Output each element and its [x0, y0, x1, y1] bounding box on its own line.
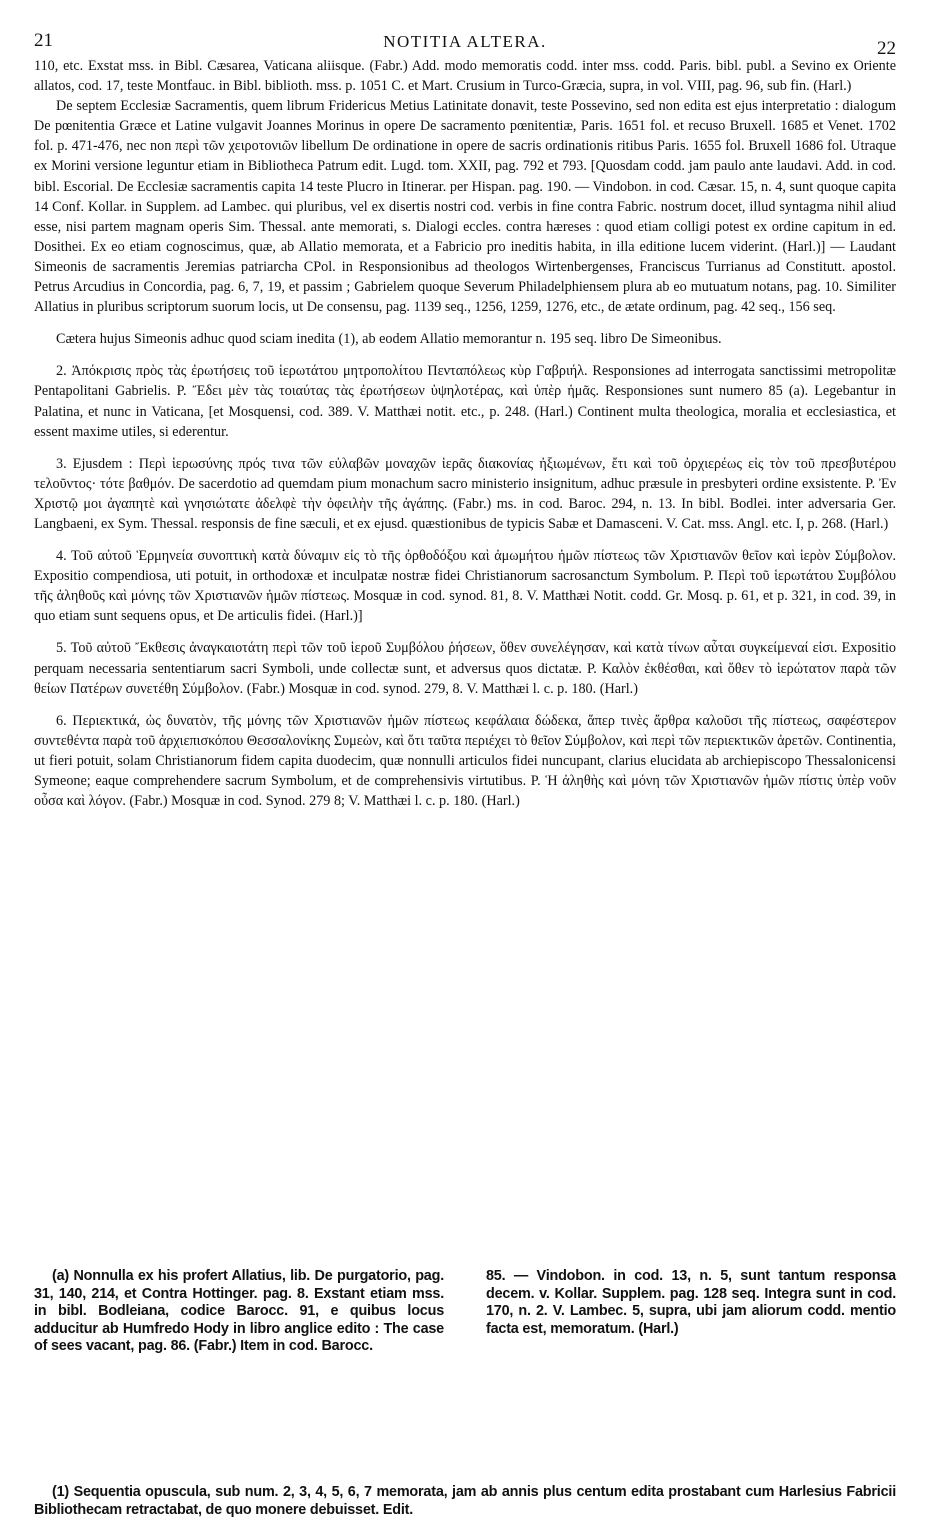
paragraph-cetera: Cætera hujus Simeonis adhuc quod sciam inedita (1), ab eodem Allatio memorantur n. 195 seq. libro De Simeonibus. [56, 331, 722, 348]
paragraph-sacramentis: De septem Ecclesiæ Sacramentis, quem librum Fridericus Metius Latinitate donavit, teste Possevino, sed non edita est ejus interpretatio : dialogum De pœnitentia Græce et Latine vulgavit Joannes Morinus in opere De sacramento pœnitentiæ, Paris. 1651 fol. et recuso Bruxell. 1685 et Venet. 1702 fol. p. 471-476, nec non περὶ τῶν χειροτονιῶν libellum De ordinatione in opere de sacris ordinationis ritibus Paris. 1655 fol. Bruxell 1686 fol. Utraque ex Morini versione leguntur etiam in Bibliotheca Patrum edit. Lugd. tom. XXII, pag. 792 et 793. [Quosdam codd. jam paulo ante laudavi. Add. in cod. bibl. Escorial. De Ecclesiæ sacramentis capita 14 teste Plucro in Itinerar. per Hispan. pag. 190. — Vindobon. in cod. Cæsar. 15, n. 4, sunt quoque capita 14 Conf. Kollar. in Supplem. ad Lambec. qui pluribus, vel ex disertis nostri cod. verbis in fine contra Fabric. nostrum docet, illud syntagma nihil aliud esse, nisi partem magnam operis Sim. Thessal. ante memorati, s. Dialogi eccles. contra hæreses : quod etiam colligi potest ex ordine capitum in ed. Dosithei. Ex eo etiam cognoscimus, quæ, ab Allatio memorata, et a Fabricio pro ineditis habita, in illa editione lucem viderint. (Harl.)] — Laudant Simeonis de sacramentis Jeremias patriarcha CPol. in Responsionibus ad theologos Wirtenbergenses, Franciscus Turrianus ad Constitutt. apostol. Petrus Arcudius in Concordia, pag. 6, 7, 19, et passim ; Gabrielem quoque Severum Philadelphiensem plura ab eo mutuatum notans, pag. 10. Similiter Allatius in pluribus scriptorum suorum locis, ut De consensu, pag. 1139 seq., 1256, 1259, 1276, etc., de ætate ordinum, pag. 42 seq., 156 seq. [34, 98, 896, 316]
footnote-right-column [486, 1268, 896, 1356]
footnote-a-continued: 85. — Vindobon. in cod. 13, n. 5, sunt tantum responsa decem. v. Kollar. Supplem. pag. 128 seq. Integra sunt in cod. 170, n. 2. V. Lambec. 5, supra, ubi jam aliorum codd. mentio facta est, memoratum. (Harl.) [486, 1268, 896, 1337]
footnote-left-column [34, 1268, 444, 1356]
paragraph-item-5: 5. Τοῦ αὐτοῦ Ἔκθεσις ἀναγκαιοτάτη περὶ τῶν τοῦ ἱεροῦ Συμβόλου ῥήσεων, ὅθεν συνελέγησαν, καὶ κατὰ τίνων αὗται συγκείμεναί εἰσι. Expositio perquam necessaria sententiarum sacri Symboli, unde collectæ sunt, et adversus quos dictatæ. P. Καλὸν ἐκθέσθαι, καὶ ὅθεν τὸ ἱερώτατον παρὰ τῶν θείων Πατέρων συνετέθη Σύμβολον. (Fabr.) Mosquæ in cod. synod. 279, 8. V. Matthæi l. c. p. 180. (Harl.) [34, 640, 896, 697]
page [34, 26, 896, 811]
footnotes [34, 1268, 896, 1356]
page-header [34, 26, 896, 59]
paragraph-item-3: 3. Ejusdem : Περὶ ἱερωσύνης πρός τινα τῶν εὐλαβῶν μοναχῶν ἱερᾶς διακονίας ἠξιωμένων, ἔτι καὶ τοῦ ὀρχιερέως εἰς τὸν τοῦ πρεσβυτέρου τελοῦντος· τότε βαθμόν. De sacerdotio ad quemdam pium monachum sacro ministerio insignitum, adhuc præsule in presbyteri ordine exsistente. P. Ἐν Χριστῷ μοι ἀγαπητὲ καὶ γνησιώτατε ἀδελφὲ τὴν ὀφειλὴν τῆς ἀγάπης. (Fabr.) ms. in cod. Baroc. 294, n. 13. In bibl. Bodlei. inter adversaria Ger. Langbaeni, ex Sym. Thessal. responsis de fine sæculi, et ex ejusd. quæstionibus de typicis Sabæ et Damasceni. V. Cat. mss. Angl. etc. I, p. 268. (Harl.) [34, 455, 896, 532]
editor-note [34, 1484, 896, 1519]
page-number-right: 22 [877, 38, 896, 59]
paragraph-item-6: 6. Περιεκτικά, ὡς δυνατὸν, τῆς μόνης τῶν Χριστιανῶν ἡμῶν πίστεως κεφάλαια δώδεκα, ἅπερ τινὲς ἄρθρα καλοῦσι τῆς πίστεως, σαφέστερον συντεθέντα παρὰ τοῦ ἀρχιεπισκόπου Θεσσαλονίκης Συμεὼν, καὶ ὅτι ταῦτα περιέχει τὸ θεῖον Σύμβολον, καὶ περὶ τῶν περιεκτικῶν ἀρετῶν. Continentia, ut fieri potuit, solam Christianorum fidem capita duodecim, quæ nonnulli articulos fidei nuncupant, clarius elucidata ab archiepiscopo Thessalonicensi Symeone; eaque comprehendere sacrum Symbolum, et de comprehensivis virtutibus. P. Ἡ ἀληθὴς καὶ μόνη τῶν Χριστιανῶν ἡμῶν πίστις ὑπὲρ νοῦν οὖσα καὶ λόγον. (Fabr.) Mosquæ in cod. Synod. 279 8; V. Matthæi l. c. p. 180. (Harl.) [34, 712, 896, 810]
paragraph-item-2: 2. Ἀπόκρισις πρὸς τὰς ἐρωτήσεις τοῦ ἱερωτάτου μητροπολίτου Πενταπόλεως κὺρ Γαβριήλ. Responsiones ad interrogata sanctissimi metropolitæ Pentapolitani Gabrielis. P. Ἔδει μὲν τὰς τοιαύτας τὰς ἐρωτήσεων ὑψηλοτέρας, καὶ ὑπὲρ ἡμᾶς. Responsiones sunt numero 85 (a). Legebantur in Palatina, et nunc in Vaticana, [et Mosquensi, cod. 389. V. Matthæi notit. etc., p. 248. (Harl.) Continent multa theologica, moralia et ecclesiastica, et essent maxime utiles, si ederentur. [34, 363, 896, 440]
page-number-left: 21 [34, 30, 53, 51]
running-title: NOTITIA ALTERA. [383, 32, 547, 51]
paragraph-continuation: 110, etc. Exstat mss. in Bibl. Cæsarea, Vaticana aliisque. (Fabr.) Add. modo memoratis codd. inter mss. codd. Paris. bibl. publ. a Sevino ex Oriente allatos, cod. 17, teste Montfauc. in Bibl. biblioth. mss. p. 1051 C. et Mart. Crusium in Turco-Græcia, supra, in vol. VIII, pag. 96, sub fin. (Harl.) [34, 58, 896, 95]
main-text [34, 56, 896, 811]
editor-note-text: (1) Sequentia opuscula, sub num. 2, 3, 4, 5, 6, 7 memorata, jam ab annis plus centum edita prostabant cum Harlesius Fabricii Bibliothecam retractabat, de quo monere debuisset. Edit. [34, 1484, 896, 1518]
paragraph-item-4: 4. Τοῦ αὐτοῦ Ἑρμηνεία συνοπτικὴ κατὰ δύναμιν εἰς τὸ τῆς ὀρθοδόξου καὶ ἀμωμήτου ἡμῶν πίστεως τῶν Χριστιανῶν θεῖον καὶ ἱερὸν Σύμβολον. Expositio compendiosa, uti potuit, in orthodoxæ et inculpatæ nostræ fidei Christianorum sacrosanctum Symbolum. P. Περὶ τοῦ ἱερωτάτου Συμβόλου τῆς ἀληθοῦς καὶ μόνης τῶν Χριστιανῶν ἡμῶν πίστεως. Mosquæ in cod. synod. 81, 8. V. Matthæi Notit. codd. Gr. Mosq. p. 61, et p. 321, in cod. 39, in quo etiam sunt sequens opus, et De articulis fidei. (Harl.)] [34, 548, 896, 625]
footnote-a: (a) Nonnulla ex his profert Allatius, lib. De purgatorio, pag. 31, 140, 214, et Contra Hottinger. pag. 8. Exstant etiam mss. in bibl. Bodleiana, codice Barocc. 91, e quibus locus adducitur ab Humfredo Hody in libro anglice edito : The case of sees vacant, pag. 86. (Fabr.) Item in cod. Barocc. [34, 1268, 444, 1354]
